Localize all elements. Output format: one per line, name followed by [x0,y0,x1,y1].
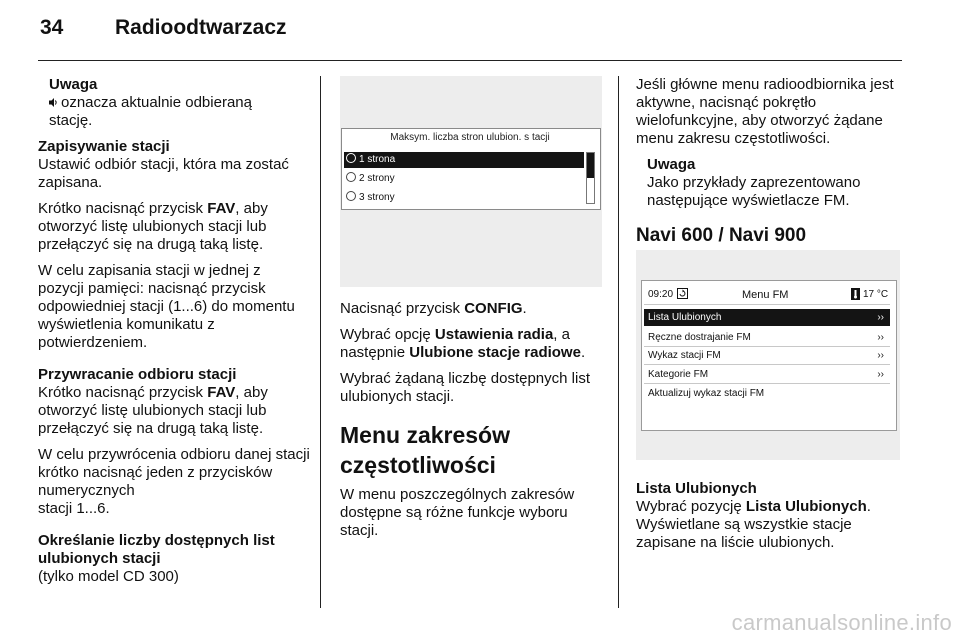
screen1-scroll-thumb [587,153,594,178]
save-paragraph-3: W celu zapisania stacji w jednej z pozycji pamięci: nacisnąć przycisk odpowiedniej stacji (1...6) do momentu wyświetlenia komunikatu z potwierdzeniem. [38,262,295,351]
column-divider-left [320,76,321,608]
column-divider-right [618,76,619,608]
select-count-paragraph: Wybrać żądaną liczbę dostępnych list ulubionych stacji. [340,370,590,405]
favourites-paragraph-1: Wybrać pozycję Lista Ulubionych. [636,498,871,515]
note-box-2 [636,156,904,210]
chevron-right-icon: ›› [877,332,884,343]
screen2-title: Menu FM [742,289,789,301]
screen1-title: Maksym. liczba stron ulubion. s tacji [390,132,550,143]
menu-item-favourites: Lista Ulubionych ›› [644,309,890,326]
note-title: Uwaga [647,156,696,173]
screen1-option-3: 3 strony [344,190,584,206]
screen2-temperature: 17 °C [863,289,889,300]
watermark: carmanualsonline.info [731,610,952,635]
menu-item-manual-tuning: Ręczne dostrajanie FM ›› [644,329,890,346]
restore-paragraph-1: Krótko nacisnąć przycisk FAV, aby otworzyć listę ulubionych stacji lub przełączyć się na drugą taką listę. [38,384,268,437]
fav-key: FAV [207,200,236,217]
note-text: Jako przykłady zaprezentowano następujące wyświetlacze FM. [647,174,861,209]
radio-icon [346,153,356,163]
column-1 [38,76,310,586]
column-3 [636,76,904,248]
screen2-time: 09:20 [648,289,674,300]
select-option-paragraph: Wybrać opcję Ustawienia radia, a następnie Ulubione stacje radiowe. [340,326,586,361]
chevron-right-icon: ›› [877,350,884,361]
menu-item-station-list: Wykaz stacji FM ›› [644,347,890,364]
limit-paragraph: (tylko model CD 300) [38,568,179,585]
band-menu-heading: Menu zakresów częstotliwości [340,422,510,478]
favourites-section [636,480,904,552]
config-key: CONFIG [464,300,523,317]
column-2 [340,300,608,540]
speaker-icon [49,97,58,108]
sync-icon [677,288,688,299]
fav-key: FAV [207,384,236,401]
screen1-option-1: 1 strona [344,152,584,168]
favourites-paragraph-2: Wyświetlane są wszystkie stacje zapisane na liście ulubionych. [636,516,852,551]
screen1-option-2: 2 strony [344,171,584,187]
restore-heading: Przywracanie odbioru stacji [38,366,237,383]
intro-paragraph: Jeśli główne menu radioodbiornika jest aktywne, nacisnąć pokrętło wielofunkcyjne, aby otworzyć żądane menu zakresu częstotliwości. [636,76,894,147]
radio-icon [346,172,356,182]
limit-heading: Określanie liczby dostępnych list ulubionych stacji [38,532,275,567]
thermometer-icon [851,288,860,300]
note-title: Uwaga [49,76,98,93]
navi-heading: Navi 600 / Navi 900 [636,225,807,246]
menu-item-update-list: Aktualizuj wykaz stacji FM [648,388,765,399]
note-box [38,76,310,130]
header-rule [38,60,902,61]
note-text: oznacza aktualnie odbieraną stację. [49,94,252,129]
restore-paragraph-2: W celu przywrócenia odbioru danej stacji krótko nacisnąć jeden z przycisków numerycznych stacji 1...6. [38,446,310,517]
menu-item-categories: Kategorie FM ›› [644,366,890,383]
chevron-right-icon: ›› [877,312,884,323]
save-heading: Zapisywanie stacji [38,138,170,155]
screen2-header-line [644,304,890,305]
radio-icon [346,191,356,201]
save-paragraph-1: Ustawić odbiór stacji, która ma zostać zapisana. [38,156,289,191]
chevron-right-icon: ›› [877,369,884,380]
band-menu-paragraph: W menu poszczególnych zakresów dostępne są różne funkcje wyboru stacji. [340,486,575,539]
favourites-heading: Lista Ulubionych [636,480,757,497]
save-paragraph-2: Krótko nacisnąć przycisk FAV, aby otworzyć listę ulubionych stacji lub przełączyć się na drugą taką listę. [38,200,268,253]
page-title: Radioodtwarzacz [115,16,287,39]
page-number: 34 [40,16,64,39]
config-paragraph: Nacisnąć przycisk CONFIG. [340,300,527,317]
